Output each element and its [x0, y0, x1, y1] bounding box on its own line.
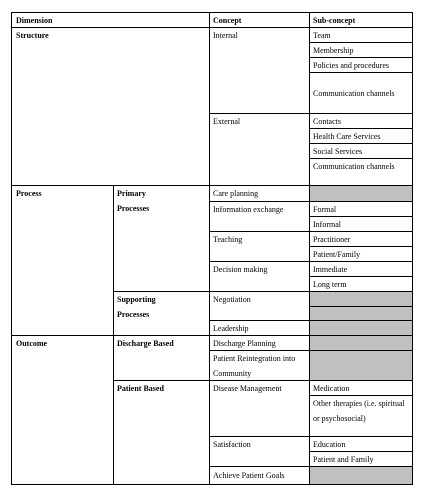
subconcept-membership: Membership: [313, 46, 354, 55]
subconcept-communication-external: Communication channels: [313, 162, 395, 171]
subconcept-health-care: Health Care Services: [313, 132, 381, 141]
supporting-processes-line2: Processes: [117, 310, 150, 319]
subconcept-practitioner: Practitioner: [313, 235, 351, 244]
concept-leadership: Leadership: [213, 324, 249, 333]
empty-cell-negotiation: [310, 292, 412, 307]
subconcept-social: Social Services: [313, 147, 363, 156]
concept-discharge-planning: Discharge Planning: [213, 339, 276, 348]
concept-care-planning: Care planning: [213, 189, 259, 198]
concept-negotiation: Negotiation: [213, 295, 251, 304]
concept-teaching: Teaching: [213, 235, 243, 244]
discharge-based: Discharge Based: [117, 339, 174, 348]
empty-cell-discharge-planning: [310, 336, 412, 350]
subconcept-informal: Informal: [313, 220, 341, 229]
subconcept-contacts: Contacts: [313, 117, 341, 126]
row-line-satisfaction-end: [209, 466, 413, 467]
subconcept-education: Education: [313, 440, 346, 449]
header-dimension: Dimension: [16, 16, 53, 25]
empty-cell-achieve-goals: [310, 467, 412, 484]
concept-patient-reintegration: Patient Reintegration into Community: [213, 354, 296, 378]
empty-cell-leadership: [310, 321, 412, 335]
patient-based: Patient Based: [117, 384, 164, 393]
supporting-processes-line1: Supporting: [117, 295, 156, 304]
dimension-process: Process: [16, 189, 42, 198]
empty-cell-reintegration: [310, 351, 412, 381]
col-divider-2: [209, 12, 210, 485]
empty-cell-supporting-2: [310, 307, 412, 321]
border-left: [11, 12, 12, 485]
empty-cell-care-planning: [310, 186, 412, 201]
subconcept-patient-family: Patient/Family: [313, 250, 361, 259]
subconcept-formal: Formal: [313, 205, 337, 214]
row-line-process-end: [11, 335, 413, 336]
concept-achieve-patient-goals: Achieve Patient Goals: [213, 471, 285, 480]
row-line-structure-end: [11, 185, 413, 186]
concept-internal: Internal: [213, 31, 238, 40]
concept-disease-management: Disease Management: [213, 384, 282, 393]
subconcept-other-therapies: Other therapies (i.e. spiritual or psychosocial): [313, 399, 405, 423]
header-subconcept: Sub-concept: [313, 16, 356, 25]
subconcept-policies: Policies and procedures: [313, 61, 389, 70]
primary-processes-line2: Processes: [117, 204, 150, 213]
concept-decision-making: Decision making: [213, 265, 268, 274]
concept-satisfaction: Satisfaction: [213, 440, 251, 449]
sub-line-negotiation-2: [309, 306, 413, 307]
primary-processes-line1: Primary: [117, 189, 146, 198]
concept-information-exchange: Information exchange: [213, 205, 284, 214]
header-concept: Concept: [213, 16, 242, 25]
col-divider-3: [309, 12, 310, 485]
subconcept-medication: Medication: [313, 384, 350, 393]
border-right: [412, 12, 413, 485]
subconcept-immediate: Immediate: [313, 265, 348, 274]
border-bottom: [11, 484, 413, 485]
subconcept-communication-internal: Communication channels: [313, 89, 395, 98]
dimension-outcome: Outcome: [16, 339, 48, 348]
subconcept-team: Team: [313, 31, 331, 40]
subconcept-long-term: Long term: [313, 280, 347, 289]
subconcept-patient-and-family: Patient and Family: [313, 455, 374, 464]
concept-external: External: [213, 117, 241, 126]
dimension-structure: Structure: [16, 31, 49, 40]
